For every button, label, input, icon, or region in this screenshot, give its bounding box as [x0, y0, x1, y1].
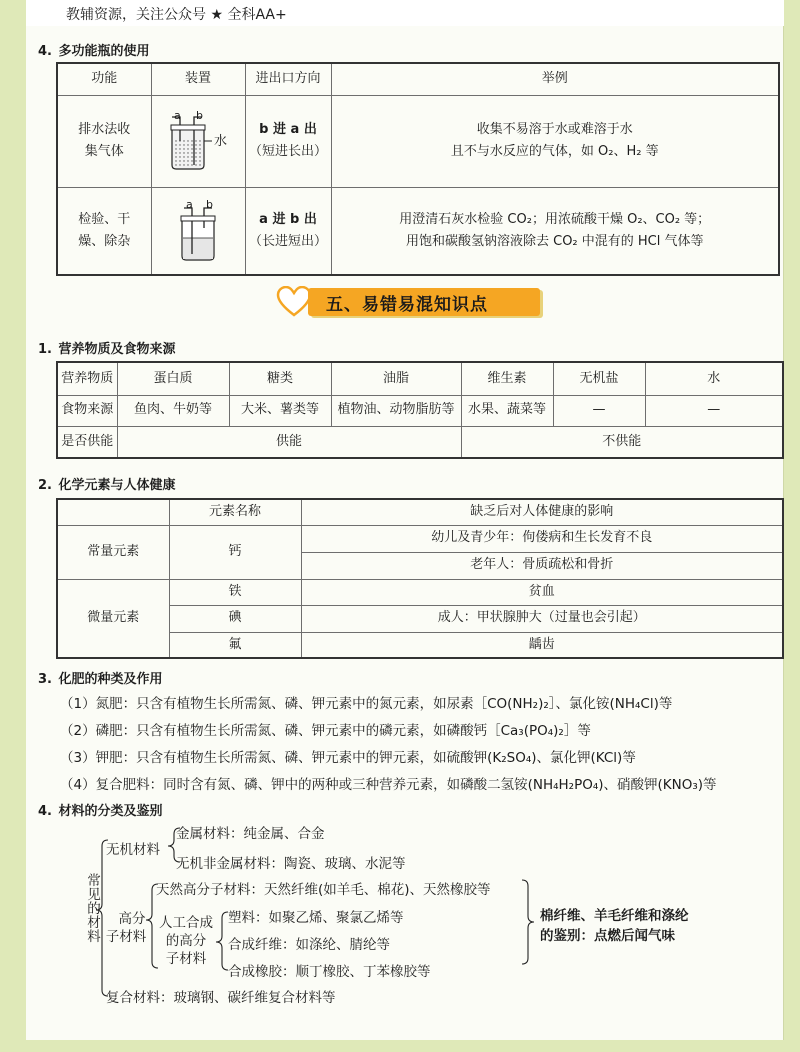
- cell-line: 用澄清石灰水检验 CO₂；用浓硫酸干燥 O₂、CO₂ 等；: [399, 211, 711, 227]
- section-title-text: 营养物质及食物来源: [58, 342, 176, 357]
- category-item: 合成橡胶：顺丁橡胶、丁苯橡胶等: [228, 964, 431, 980]
- cell-line: a 进 b 出: [259, 211, 317, 227]
- tube-label-b: b: [196, 109, 203, 122]
- section-title: [38, 338, 176, 357]
- label-line: 子材料: [165, 951, 207, 967]
- table-cell: 幼儿及青少年：佝偻病和生长发育不良: [301, 525, 783, 552]
- cell-line: （短进长出）: [248, 144, 327, 159]
- table-header: 举例: [331, 63, 779, 95]
- table-cell: 油脂: [331, 362, 461, 395]
- header-text: 教辅资源，关注公众号 ★ 全科AA+: [66, 7, 287, 23]
- section-title-text: 材料的分类及鉴别: [58, 804, 163, 819]
- cell-line: 用饱和碳酸氢钠溶液除去 CO₂ 中混有的 HCl 气体等: [405, 233, 704, 249]
- bottle-device-cell: [151, 187, 245, 275]
- table-cell: [57, 95, 151, 187]
- table-cell: 贫血: [301, 579, 783, 605]
- table-cell: —: [645, 395, 783, 426]
- document-page: [26, 0, 784, 1040]
- root-label-text: 常见的材料: [87, 873, 101, 945]
- category-label: [105, 910, 148, 946]
- table-cell: 不供能: [461, 426, 783, 458]
- element-table: [56, 498, 784, 659]
- row-label: 常量元素: [57, 525, 169, 579]
- section-title-text: 多功能瓶的使用: [58, 44, 150, 59]
- element-name: 碘: [169, 605, 301, 632]
- category-item: 金属材料：纯金属、合金: [176, 826, 325, 842]
- root-label: [86, 874, 102, 944]
- section-title: [38, 40, 150, 59]
- table-row: [57, 395, 783, 426]
- bottle-table: [56, 62, 780, 276]
- table-cell: [245, 95, 331, 187]
- table-cell: [57, 187, 151, 275]
- section-banner: [276, 286, 546, 316]
- heart-icon: [276, 286, 312, 318]
- category-item: 天然高分子材料：天然纤维(如羊毛、棉花)、天然橡胶等: [156, 882, 491, 898]
- table-cell: 水果、蔬菜等: [461, 395, 553, 426]
- section-title-text: 化肥的种类及作用: [58, 672, 163, 687]
- water-label: 水: [214, 134, 228, 149]
- table-cell: 维生素: [461, 362, 553, 395]
- bottle-device-cell: [151, 95, 245, 187]
- table-cell: [331, 187, 779, 275]
- tube-label-a: a: [186, 197, 193, 211]
- section-number: 3.: [38, 672, 52, 687]
- banner-text: 五、易错易混知识点: [326, 295, 488, 315]
- table-cell: 鱼肉、牛奶等: [117, 395, 229, 426]
- row-label: 微量元素: [57, 579, 169, 658]
- table-cell: 糖类: [229, 362, 331, 395]
- section-number: 2.: [38, 478, 52, 493]
- table-cell: [331, 95, 779, 187]
- tube-label-b: b: [206, 197, 213, 211]
- table-cell: 成人：甲状腺肿大（过量也会引起）: [301, 605, 783, 632]
- table-row: [57, 525, 783, 552]
- label-line: 子材料: [105, 929, 147, 945]
- table-cell: 老年人：骨质疏松和骨折: [301, 552, 783, 579]
- label-line: 人工合成: [159, 915, 213, 931]
- table-row: [57, 579, 783, 605]
- section-title: [38, 800, 163, 819]
- table-row: [57, 426, 783, 458]
- table-row: [57, 362, 783, 395]
- header-bar: [26, 0, 784, 26]
- category-label: 复合材料：玻璃钢、碳纤维复合材料等: [106, 990, 336, 1006]
- cell-line: 集气体: [84, 144, 124, 159]
- table-header: 元素名称: [169, 499, 301, 525]
- table-header: 功能: [57, 63, 151, 95]
- table-cell: 大米、薯类等: [229, 395, 331, 426]
- cell-line: 燥、除杂: [78, 233, 131, 249]
- table-row: [57, 187, 779, 275]
- table-header: 进出口方向: [245, 63, 331, 95]
- element-name: 氟: [169, 632, 301, 658]
- table-cell: 龋齿: [301, 632, 783, 658]
- section-number: 1.: [38, 342, 52, 357]
- table-cell: 蛋白质: [117, 362, 229, 395]
- nutrition-table: [56, 361, 784, 459]
- note-line: 的鉴别：点燃后闻气味: [540, 928, 675, 944]
- table-cell: [245, 187, 331, 275]
- table-row: [57, 499, 783, 525]
- section-title: [38, 474, 176, 493]
- section-title-text: 化学元素与人体健康: [58, 478, 176, 493]
- label-line: 的高分: [165, 933, 207, 949]
- wash-bottle-icon: [168, 200, 228, 262]
- list-item: （3）钾肥：只含有植物生长所需氮、磷、钾元素中的钾元素，如硫酸钾(K₂SO₄)、氯化钾(KCl)等: [60, 750, 636, 766]
- table-row: [57, 95, 779, 187]
- gas-bottle-icon: [158, 111, 218, 171]
- table-cell: 无机盐: [553, 362, 645, 395]
- element-name: 铁: [169, 579, 301, 605]
- cell-line: 排水法收: [78, 121, 131, 137]
- label-line: 高分: [118, 911, 146, 927]
- row-label: 食物来源: [57, 395, 117, 426]
- row-label: 营养物质: [57, 362, 117, 395]
- section-number: 4.: [38, 44, 52, 59]
- table-cell: 水: [645, 362, 783, 395]
- section-number: 4.: [38, 804, 52, 819]
- section-title: [38, 668, 163, 687]
- list-item: （4）复合肥料：同时含有氮、磷、钾中的两种或三种营养元素，如磷酸二氢铵(NH₄H₂PO₄)、硝酸钾(KNO₃)等: [60, 777, 717, 793]
- category-item: 塑料：如聚乙烯、聚氯乙烯等: [228, 910, 404, 926]
- cell-line: 检验、干: [78, 211, 131, 227]
- cell-line: b 进 a 出: [259, 121, 317, 137]
- category-label: [154, 914, 218, 968]
- table-header: 缺乏后对人体健康的影响: [301, 499, 783, 525]
- table-cell: —: [553, 395, 645, 426]
- table-cell: 供能: [117, 426, 461, 458]
- identify-note: [540, 906, 689, 946]
- table-cell: 植物油、动物脂肪等: [331, 395, 461, 426]
- cell-line: 收集不易溶于水或难溶于水: [476, 121, 633, 137]
- row-label: 是否供能: [57, 426, 117, 458]
- cell-line: 且不与水反应的气体，如 O₂、H₂ 等: [450, 144, 659, 159]
- note-line: 棉纤维、羊毛纤维和涤纶: [540, 908, 689, 924]
- element-name: 钙: [169, 525, 301, 579]
- cell-line: （长进短出）: [248, 233, 327, 249]
- table-header: 装置: [151, 63, 245, 95]
- table-cell: [57, 499, 169, 525]
- category-label: 无机材料: [106, 842, 160, 858]
- list-item: （1）氮肥：只含有植物生长所需氮、磷、钾元素中的氮元素，如尿素［CO(NH₂)₂］、氯化铵(NH₄Cl)等: [60, 696, 673, 712]
- tube-label-a: a: [174, 109, 181, 122]
- list-item: （2）磷肥：只含有植物生长所需氮、磷、钾元素中的磷元素，如磷酸钙［Ca₃(PO₄)₂］等: [60, 723, 591, 739]
- category-item: 无机非金属材料：陶瓷、玻璃、水泥等: [176, 856, 406, 872]
- category-item: 合成纤维：如涤纶、腈纶等: [228, 937, 390, 953]
